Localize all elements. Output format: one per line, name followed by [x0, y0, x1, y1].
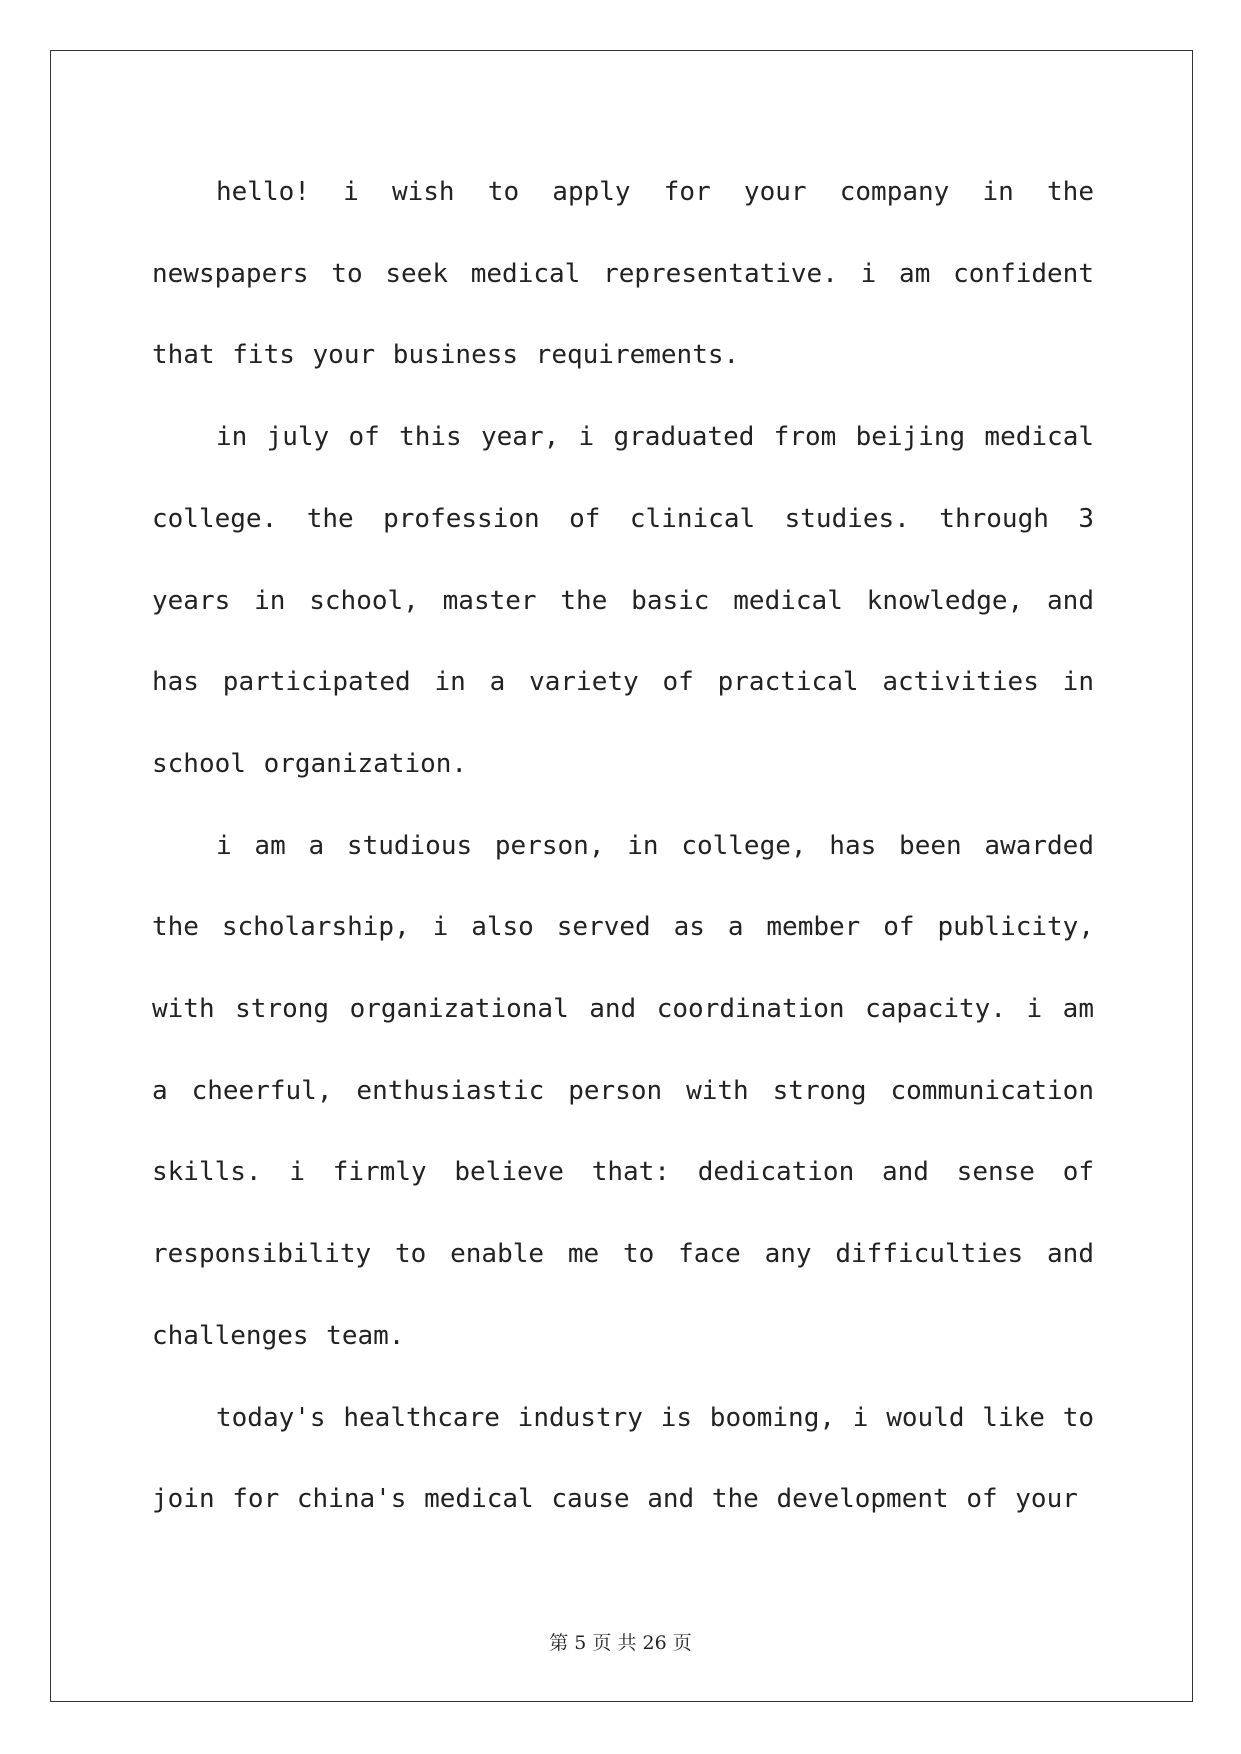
- paragraph-industry: today's healthcare industry is booming, i would like to join for china's medical cause and the development of your: [152, 1402, 1094, 1515]
- document-body: [152, 152, 1094, 1541]
- paragraph-greeting: hello! i wish to apply for your company in the newspapers to seek medical representative. i am confident that fits your business requirements.: [152, 177, 1094, 371]
- paragraph-personality: i am a studious person, in college, has been awarded the scholarship, i also served as a member of publicity, with strong organizational and coordination capacity. i am a cheerful, enthusiastic person with strong communication skills. i firmly believe that: dedication and sense of responsibility to enable me to face any difficulties and challenges team.: [152, 830, 1094, 1351]
- page-number: 第 5 页 共 26 页: [549, 1632, 692, 1654]
- paragraph-education: in july of this year, i graduated from beijing medical college. the profession of clinical studies. through 3 years in school, master the basic medical knowledge, and has participated in a variety of practical activities in school organization.: [152, 422, 1094, 779]
